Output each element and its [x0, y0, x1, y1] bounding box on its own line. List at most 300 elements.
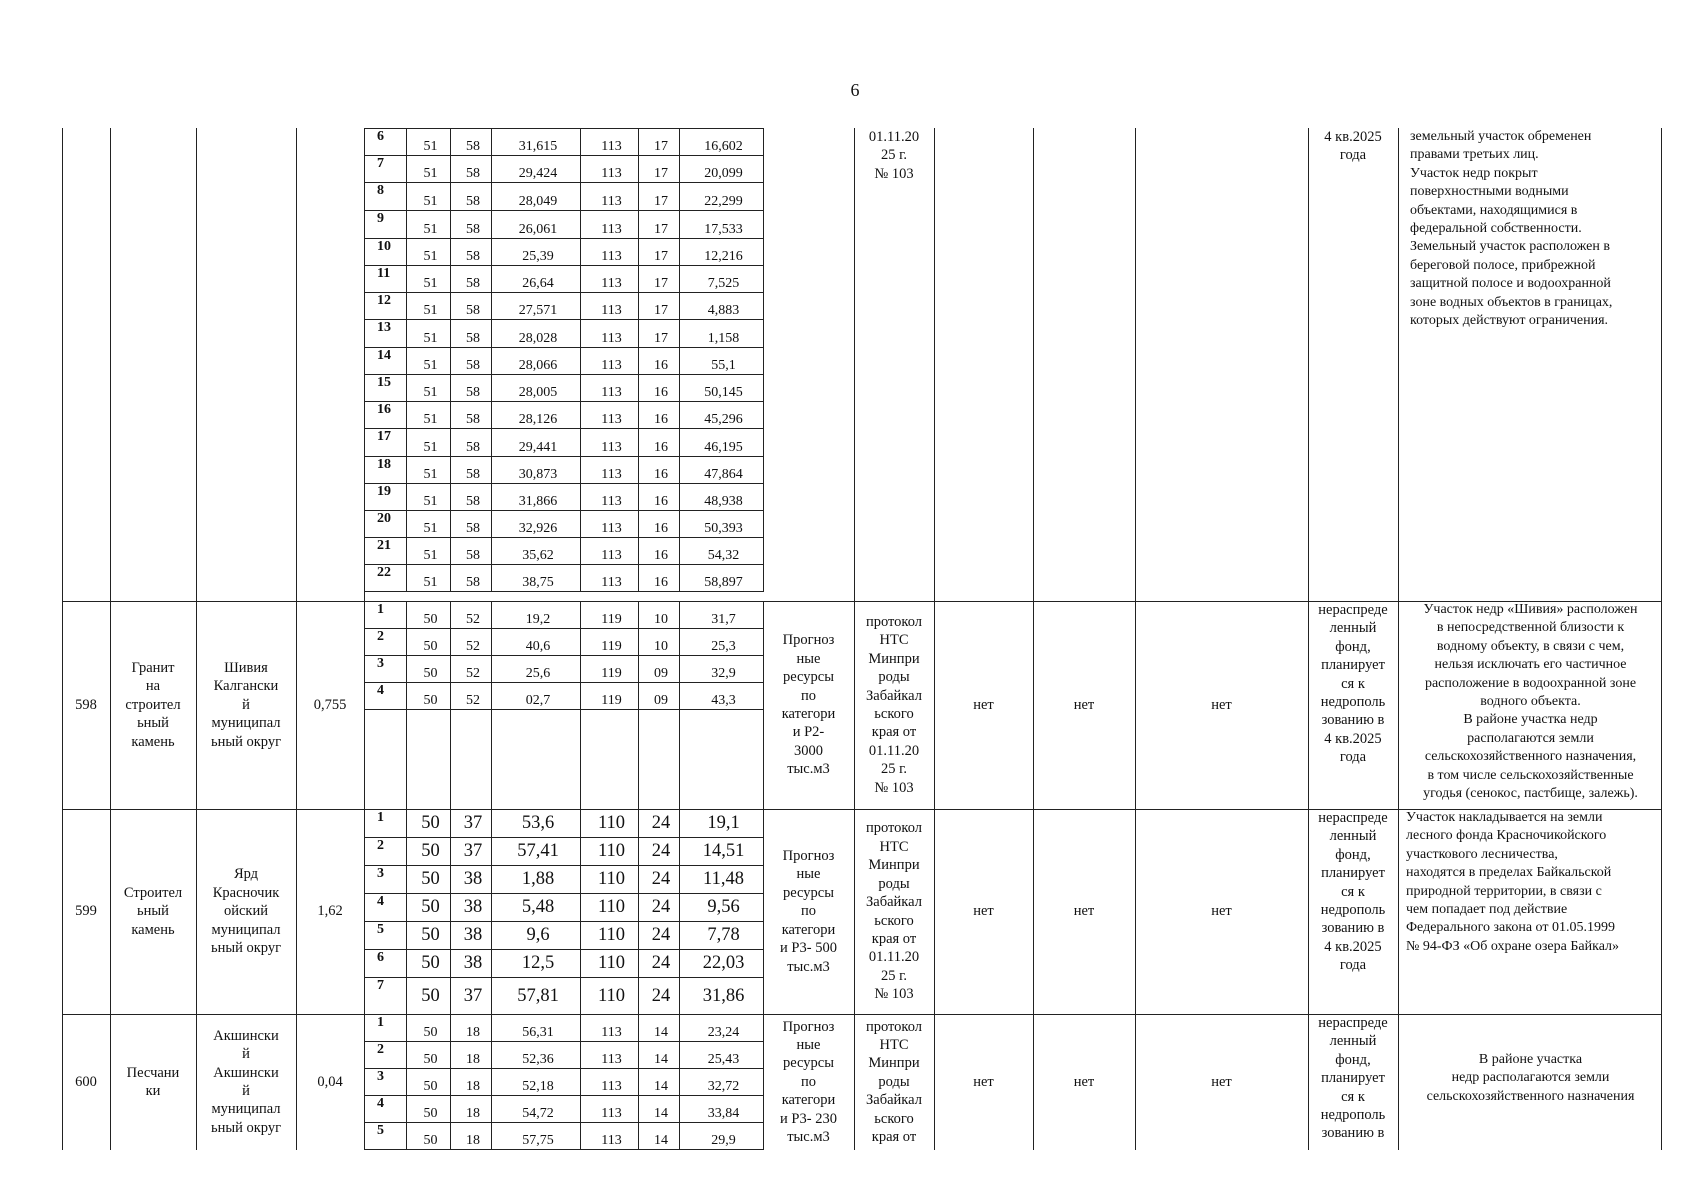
column-rule	[763, 709, 764, 809]
coord-value: 16,602	[680, 129, 764, 156]
point-number: 12	[365, 293, 407, 320]
coord-value: 110	[581, 894, 639, 922]
coord-row	[365, 457, 764, 484]
coord-value: 16	[639, 429, 680, 457]
col-c-cell: нет	[1211, 903, 1232, 920]
coord-value: 113	[581, 156, 639, 183]
point-number: 18	[365, 457, 407, 484]
coord-value: 50	[407, 1123, 451, 1150]
point-number: 2	[365, 838, 407, 866]
col-a-cell: нет	[973, 903, 994, 920]
coord-value: 113	[581, 266, 639, 293]
coord-value: 37	[451, 978, 492, 1015]
allocation-cell: нераспреде ленный фонд, планирует ся к недрополь зованию в 4 кв.2025 года	[1318, 810, 1388, 974]
column-rule	[364, 709, 365, 809]
coord-value: 24	[639, 866, 680, 894]
mineral-cell: Песчани ки	[126, 1064, 180, 1099]
coord-value: 51	[407, 266, 451, 293]
coord-value: 113	[581, 293, 639, 320]
column-rule	[491, 709, 492, 809]
coord-value: 51	[407, 375, 451, 402]
point-number: 3	[365, 866, 407, 894]
coord-row	[365, 239, 764, 266]
coord-value: 43,3	[680, 683, 764, 710]
coord-value: 113	[581, 538, 639, 565]
coord-value: 20,099	[680, 156, 764, 183]
point-number: 17	[365, 429, 407, 457]
point-number: 1	[365, 602, 407, 629]
coord-value: 58,897	[680, 565, 764, 592]
coord-value: 38	[451, 866, 492, 894]
coord-row	[365, 375, 764, 402]
coord-value: 32,926	[492, 511, 581, 538]
coord-value: 113	[581, 320, 639, 348]
coord-value: 09	[639, 656, 680, 683]
coord-value: 58	[451, 183, 492, 211]
notes-cell: Участок недр «Шивия» расположен в непосредственной близости к водному объекту, в связи с чем, нельзя исключать его частичное расположение в водоохранной зоне водного объекта. В районе участка недр располагаются земли сельскохозяйственного назначения, в том числе сельскохозяйственные угодья (сенокос, пастбище, залежь).	[1423, 602, 1638, 802]
coord-value: 38	[451, 922, 492, 950]
coord-value: 53,6	[492, 810, 581, 838]
coord-value: 51	[407, 429, 451, 457]
coord-value: 110	[581, 978, 639, 1015]
col-a-cell: нет	[973, 696, 994, 713]
coord-row	[365, 922, 764, 950]
coord-value: 51	[407, 183, 451, 211]
point-number: 7	[365, 978, 407, 1015]
coord-value: 113	[581, 484, 639, 511]
resources-cell: Прогноз ные ресурсы по категори и Р3- 500 тыс.м3	[780, 848, 837, 975]
point-number: 2	[365, 1042, 407, 1069]
coord-value: 119	[581, 656, 639, 683]
coord-value: 14	[639, 1123, 680, 1150]
coord-value: 50	[407, 1096, 451, 1123]
coord-row	[365, 1123, 764, 1150]
col-b-cell: нет	[1073, 1073, 1095, 1090]
coord-value: 1,158	[680, 320, 764, 348]
protocol-cell: протокол НТС Минпри роды Забайкал ьского края от 01.11.20 25 г. № 103	[865, 820, 923, 1003]
coord-value: 50	[407, 922, 451, 950]
coord-value: 58	[451, 320, 492, 348]
coord-value: 17	[639, 156, 680, 183]
coord-value: 9,56	[680, 894, 764, 922]
point-number: 14	[365, 348, 407, 375]
coord-value: 50	[407, 978, 451, 1015]
coord-row	[365, 838, 764, 866]
coordinates-table	[364, 809, 764, 1015]
coord-value: 51	[407, 156, 451, 183]
coord-row	[365, 1096, 764, 1123]
coord-value: 113	[581, 457, 639, 484]
coord-value: 14,51	[680, 838, 764, 866]
col-b-cell: нет	[1073, 903, 1095, 920]
coord-value: 11,48	[680, 866, 764, 894]
coord-value: 14	[639, 1042, 680, 1069]
coord-value: 24	[639, 810, 680, 838]
coord-value: 52,36	[492, 1042, 581, 1069]
coord-value: 113	[581, 183, 639, 211]
col-b-cell: нет	[1073, 696, 1095, 713]
coord-value: 09	[639, 683, 680, 710]
coord-value: 17	[639, 320, 680, 348]
coord-row	[365, 894, 764, 922]
point-number: 19	[365, 484, 407, 511]
allocation-cell: нераспреде ленный фонд, планирует ся к недрополь зованию в 4 кв.2025 года	[1318, 602, 1388, 766]
coord-value: 16	[639, 511, 680, 538]
coord-row	[365, 348, 764, 375]
coord-value: 31,7	[680, 602, 764, 629]
coord-value: 51	[407, 402, 451, 429]
page-number: 6	[850, 80, 860, 100]
coord-value: 31,615	[492, 129, 581, 156]
coord-value: 18	[451, 1015, 492, 1042]
coord-value: 113	[581, 429, 639, 457]
mineral-cell: Гранит на строител ьный камень	[125, 659, 181, 750]
coord-value: 16	[639, 402, 680, 429]
coord-value: 52,18	[492, 1069, 581, 1096]
coord-value: 50	[407, 602, 451, 629]
coord-value: 14	[639, 1015, 680, 1042]
coord-value: 57,41	[492, 838, 581, 866]
coord-value: 28,049	[492, 183, 581, 211]
coord-row	[365, 211, 764, 239]
coord-value: 119	[581, 629, 639, 656]
coord-value: 29,424	[492, 156, 581, 183]
coord-value: 38	[451, 894, 492, 922]
coord-value: 57,75	[492, 1123, 581, 1150]
coord-value: 52	[451, 629, 492, 656]
coord-value: 16	[639, 375, 680, 402]
coord-value: 48,938	[680, 484, 764, 511]
coord-value: 50	[407, 894, 451, 922]
coord-value: 37	[451, 810, 492, 838]
coord-value: 29,441	[492, 429, 581, 457]
site-cell: Акшински й Акшински й муниципал ьный округ	[210, 1027, 282, 1136]
coord-value: 19,2	[492, 602, 581, 629]
coord-row	[365, 129, 764, 156]
row-number: 598	[75, 696, 97, 713]
coord-row	[365, 866, 764, 894]
point-number: 11	[365, 266, 407, 293]
coord-value: 32,9	[680, 656, 764, 683]
coord-value: 5,48	[492, 894, 581, 922]
coord-value: 113	[581, 1123, 639, 1150]
coord-value: 40,6	[492, 629, 581, 656]
notes-cell: Участок накладывается на земли лесного фонда Красночикойского участкового лесничества, находятся в пределах Байкальской природной территории, в связи с чем попадает под действие Федерального закона от 01.05.1999 № 94-ФЗ «Об охране озера Байкал»	[1406, 810, 1620, 954]
coord-value: 110	[581, 866, 639, 894]
coord-value: 58	[451, 429, 492, 457]
coord-value: 35,62	[492, 538, 581, 565]
coord-value: 17	[639, 129, 680, 156]
coord-value: 25,3	[680, 629, 764, 656]
point-number: 1	[365, 1015, 407, 1042]
coord-value: 51	[407, 211, 451, 239]
point-number: 3	[365, 1069, 407, 1096]
coord-value: 28,126	[492, 402, 581, 429]
coord-value: 58	[451, 565, 492, 592]
coord-value: 51	[407, 348, 451, 375]
coord-value: 16	[639, 565, 680, 592]
coord-value: 113	[581, 1096, 639, 1123]
coord-value: 25,39	[492, 239, 581, 266]
coord-value: 18	[451, 1042, 492, 1069]
coord-value: 58	[451, 239, 492, 266]
point-number: 6	[365, 129, 407, 156]
protocol-cell: 01.11.20 25 г. № 103	[868, 129, 920, 182]
coord-value: 50	[407, 1042, 451, 1069]
coord-value: 51	[407, 239, 451, 266]
coord-value: 27,571	[492, 293, 581, 320]
point-number: 21	[365, 538, 407, 565]
coord-value: 14	[639, 1069, 680, 1096]
coord-value: 1,88	[492, 866, 581, 894]
coord-value: 31,86	[680, 978, 764, 1015]
coord-value: 50	[407, 1069, 451, 1096]
column-rule	[580, 709, 581, 809]
coord-value: 51	[407, 511, 451, 538]
point-number: 2	[365, 629, 407, 656]
coord-row	[365, 293, 764, 320]
protocol-cell: протокол НТС Минпри роды Забайкал ьского края от	[865, 1018, 923, 1146]
area-cell: 1,62	[317, 903, 343, 920]
protocol-cell: протокол НТС Минпри роды Забайкал ьского края от 01.11.20 25 г. № 103	[865, 613, 923, 796]
coord-value: 18	[451, 1123, 492, 1150]
coord-value: 52	[451, 656, 492, 683]
coord-value: 16	[639, 484, 680, 511]
point-number: 9	[365, 211, 407, 239]
coord-value: 57,81	[492, 978, 581, 1015]
coord-value: 58	[451, 266, 492, 293]
coord-value: 24	[639, 838, 680, 866]
coord-value: 50	[407, 1015, 451, 1042]
coordinates-table	[364, 601, 764, 710]
coord-value: 17	[639, 211, 680, 239]
coord-value: 10	[639, 602, 680, 629]
area-cell: 0,755	[313, 696, 347, 713]
coord-value: 7,525	[680, 266, 764, 293]
coord-value: 19,1	[680, 810, 764, 838]
coord-value: 54,72	[492, 1096, 581, 1123]
column-rule	[1661, 128, 1662, 1150]
coord-value: 52	[451, 602, 492, 629]
coord-value: 24	[639, 978, 680, 1015]
coord-row	[365, 602, 764, 629]
site-cell: Шивия Калгански й муниципал ьный округ	[210, 659, 282, 750]
coord-value: 58	[451, 375, 492, 402]
resources-cell: Прогноз ные ресурсы по категори и Р3- 230 тыс.м3	[780, 1018, 837, 1146]
coord-value: 17	[639, 293, 680, 320]
coord-row	[365, 511, 764, 538]
coord-value: 58	[451, 348, 492, 375]
coord-value: 50	[407, 838, 451, 866]
allocation-cell: нераспреде ленный фонд, планирует ся к недрополь зованию в	[1318, 1015, 1388, 1142]
coord-value: 17	[639, 266, 680, 293]
coord-row	[365, 1069, 764, 1096]
coord-value: 113	[581, 1069, 639, 1096]
coord-value: 119	[581, 602, 639, 629]
coord-row	[365, 183, 764, 211]
column-rule	[406, 709, 407, 809]
coord-value: 16	[639, 538, 680, 565]
coord-value: 56,31	[492, 1015, 581, 1042]
coord-value: 28,028	[492, 320, 581, 348]
mineral-cell: Строител ьный камень	[123, 884, 183, 938]
coord-value: 17,533	[680, 211, 764, 239]
coord-value: 113	[581, 239, 639, 266]
point-number: 15	[365, 375, 407, 402]
coord-value: 55,1	[680, 348, 764, 375]
coord-value: 17	[639, 239, 680, 266]
row-number: 599	[75, 903, 97, 920]
coord-value: 113	[581, 1042, 639, 1069]
coord-value: 50	[407, 866, 451, 894]
coord-row	[365, 683, 764, 710]
point-number: 3	[365, 656, 407, 683]
point-number: 10	[365, 239, 407, 266]
coord-value: 113	[581, 129, 639, 156]
coord-value: 16	[639, 348, 680, 375]
coord-row	[365, 810, 764, 838]
coord-row	[365, 978, 764, 1015]
coord-value: 50	[407, 683, 451, 710]
coord-value: 51	[407, 320, 451, 348]
coord-value: 50	[407, 629, 451, 656]
coord-value: 58	[451, 457, 492, 484]
point-number: 13	[365, 320, 407, 348]
point-number: 6	[365, 950, 407, 978]
coordinates-table	[364, 1014, 764, 1150]
coord-value: 51	[407, 538, 451, 565]
coord-value: 50	[407, 810, 451, 838]
coord-value: 28,005	[492, 375, 581, 402]
coord-value: 50	[407, 656, 451, 683]
coord-value: 58	[451, 484, 492, 511]
coord-value: 51	[407, 293, 451, 320]
coordinates-table-continued	[364, 128, 764, 592]
coord-value: 16	[639, 457, 680, 484]
coord-value: 38	[451, 950, 492, 978]
coord-row	[365, 950, 764, 978]
coord-row	[365, 266, 764, 293]
coord-value: 110	[581, 838, 639, 866]
coord-value: 113	[581, 211, 639, 239]
coord-value: 7,78	[680, 922, 764, 950]
coord-row	[365, 1015, 764, 1042]
coord-value: 50,393	[680, 511, 764, 538]
site-cell: Ярд Красночик ойский муниципал ьный округ	[210, 866, 282, 957]
notes-cell: земельный участок обременен правами третьих лиц. Участок недр покрыт поверхностными водными объектами, находящимися в федеральной собственности. Земельный участок расположен в береговой полосе, прибрежной защитной полосе и водоохранной зоне водных объектов в границах, которых действуют ограничения.	[1410, 129, 1613, 329]
coord-value: 24	[639, 894, 680, 922]
coord-value: 12,5	[492, 950, 581, 978]
coord-value: 9,6	[492, 922, 581, 950]
coord-value: 58	[451, 211, 492, 239]
point-number: 16	[365, 402, 407, 429]
coord-value: 26,64	[492, 266, 581, 293]
coord-value: 58	[451, 156, 492, 183]
coord-value: 52	[451, 683, 492, 710]
column-rule	[638, 709, 639, 809]
coord-value: 14	[639, 1096, 680, 1123]
coord-value: 12,216	[680, 239, 764, 266]
coord-value: 28,066	[492, 348, 581, 375]
coord-value: 10	[639, 629, 680, 656]
coord-row	[365, 1042, 764, 1069]
allocation-cell: 4 кв.2025 года	[1324, 129, 1382, 164]
coord-value: 30,873	[492, 457, 581, 484]
coord-value: 51	[407, 565, 451, 592]
column-rule	[1398, 128, 1399, 1150]
coord-value: 50,145	[680, 375, 764, 402]
coord-value: 51	[407, 129, 451, 156]
col-c-cell: нет	[1211, 696, 1232, 713]
area-cell: 0,04	[317, 1073, 343, 1090]
coord-value: 25,6	[492, 656, 581, 683]
coord-value: 26,061	[492, 211, 581, 239]
coord-value: 110	[581, 950, 639, 978]
coord-row	[365, 565, 764, 592]
coord-value: 33,84	[680, 1096, 764, 1123]
coord-value: 24	[639, 922, 680, 950]
coord-value: 113	[581, 348, 639, 375]
coord-value: 45,296	[680, 402, 764, 429]
coord-value: 58	[451, 293, 492, 320]
coord-row	[365, 656, 764, 683]
coord-value: 51	[407, 457, 451, 484]
coord-value: 58	[451, 129, 492, 156]
coord-row	[365, 484, 764, 511]
column-rule	[450, 709, 451, 809]
point-number: 7	[365, 156, 407, 183]
point-number: 4	[365, 683, 407, 710]
coord-row	[365, 320, 764, 348]
coord-row	[365, 402, 764, 429]
point-number: 20	[365, 511, 407, 538]
coord-value: 50	[407, 950, 451, 978]
coord-value: 113	[581, 375, 639, 402]
point-number: 4	[365, 894, 407, 922]
col-c-cell: нет	[1211, 1073, 1232, 1090]
coord-row	[365, 629, 764, 656]
coord-value: 58	[451, 511, 492, 538]
coord-value: 17	[639, 183, 680, 211]
coord-value: 113	[581, 511, 639, 538]
coord-value: 23,24	[680, 1015, 764, 1042]
notes-cell: В районе участка недр располагаются земли сельскохозяйственного назначения	[1426, 1052, 1635, 1104]
coord-value: 29,9	[680, 1123, 764, 1150]
coord-value: 37	[451, 838, 492, 866]
coord-value: 113	[581, 1015, 639, 1042]
coord-value: 51	[407, 484, 451, 511]
coord-value: 47,864	[680, 457, 764, 484]
coord-value: 110	[581, 810, 639, 838]
coord-value: 46,195	[680, 429, 764, 457]
coord-value: 58	[451, 538, 492, 565]
point-number: 5	[365, 1123, 407, 1150]
coord-row	[365, 538, 764, 565]
coord-value: 119	[581, 683, 639, 710]
point-number: 22	[365, 565, 407, 592]
coord-value: 02,7	[492, 683, 581, 710]
point-number: 5	[365, 922, 407, 950]
coord-value: 31,866	[492, 484, 581, 511]
coord-row	[365, 429, 764, 457]
coord-value: 18	[451, 1069, 492, 1096]
row-number: 600	[75, 1073, 97, 1090]
point-number: 1	[365, 810, 407, 838]
point-number: 8	[365, 183, 407, 211]
point-number: 4	[365, 1096, 407, 1123]
coord-value: 54,32	[680, 538, 764, 565]
coord-value: 32,72	[680, 1069, 764, 1096]
